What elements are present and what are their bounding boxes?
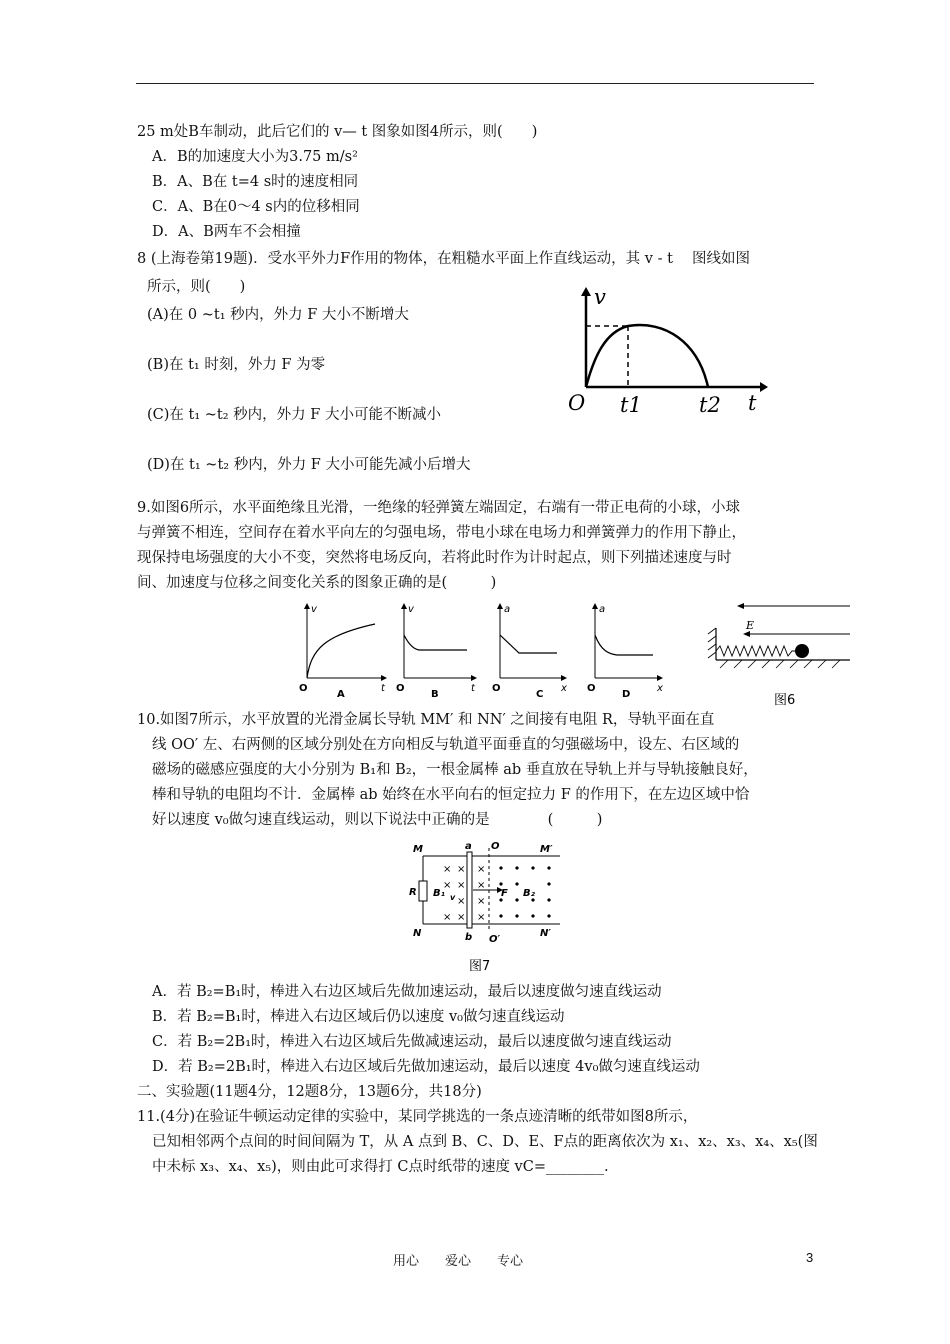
page-number: 3 [806,1250,814,1265]
svg-text:×: × [457,864,466,875]
q9-graph-c-x: x [561,683,567,694]
svg-text:×: × [477,880,486,891]
q7-option-c: C．A、B在0～4 s内的位移相同 [152,199,360,215]
q7-intro: 25 m处B车制动，此后它们的 v— t 图象如图4所示，则( ) [137,124,538,140]
fig7-O: O [491,841,500,852]
q11-line2: 已知相邻两个点间的时间间隔为 T，从 A 点到 B、C、D、E、F点的距离依次为 x₁、x₂、x₃、x₄、x₅(图 [152,1134,818,1150]
fig6-caption: 图6 [774,693,796,708]
q11-line3: 中未标 x₃、x₄、x₅)，则由此可求得打 C点时纸带的速度 vC=________. [152,1159,609,1175]
q7-option-d: D．A、B两车不会相撞 [152,224,301,240]
q9-line2: 与弹簧不相连，空间存在着水平向左的匀强电场，带电小球在电场力和弹簧弹力的作用下静止， [137,525,746,541]
q9-graph-b-label: B [431,689,439,700]
fig6-field-label: E [746,619,755,632]
q9-graph-d-x: x [657,683,663,694]
q9-graph-b-origin: O [396,683,405,694]
q9-line4: 间、加速度与位移之间变化关系的图象正确的是( ) [137,575,497,591]
svg-text:×: × [443,864,452,875]
q8-stem-line2: 所示，则( ) [147,279,246,295]
q9-graph-a-x: t [381,683,385,694]
fig7-B1: B₁ [433,888,446,899]
q7-option-b: B．A、B在 t=4 s时的速度相同 [152,174,359,190]
q9-graph-d-origin: O [587,683,596,694]
q8-option-a: (A)在 0 ~t₁ 秒内，外力 F 大小不断增大 [147,307,409,323]
svg-text:×: × [477,912,486,923]
fig7-caption: 图7 [469,959,491,974]
svg-text:×: × [477,896,486,907]
q8-stem-line1: 8 (上海卷第19题)．受水平外力F作用的物体，在粗糙水平面上作直线运动，其 v - t 图线如图 [137,251,751,267]
q9-graph-b-y: v [408,604,414,615]
q10-line2: 线 OO′ 左、右两侧的区域分别处在方向相反与轨道平面垂直的匀强磁场中，设左、右区域的 [152,737,740,753]
q8-option-b: (B)在 t₁ 时刻，外力 F 为零 [147,357,326,373]
q9-graph-d-label: D [622,689,631,700]
footer-motto: 用心 爱心 专心 [393,1253,524,1268]
q10-option-d: D．若 B₂=2B₁时，棒进入右边区域后先做加速运动，最后以速度 4v₀做匀速直线运动 [152,1059,700,1075]
q9-graph-a-origin: O [299,683,308,694]
q10-line4: 棒和导轨的电阻均不计．金属棒 ab 始终在水平向右的恒定拉力 F 的作用下，在左边区域中恰 [152,787,750,803]
q8-graph-t2: t2 [699,393,721,417]
q11-line1: 11.(4分)在验证牛顿运动定律的实验中，某同学挑选的一条点迹清晰的纸带如图8所示， [137,1109,698,1125]
q8-vt-graph [560,282,770,422]
q8-option-d: (D)在 t₁ ~t₂ 秒内，外力 F 大小可能先减小后增大 [147,457,471,473]
q10-line1: 10.如图7所示，水平放置的光滑金属长导轨 MM′ 和 NN′ 之间接有电阻 R，导轨平面在直 [137,712,715,728]
q9-graph-c-y: a [504,604,511,615]
q9-graph-a-y: v [311,604,317,615]
q10-line3: 磁场的磁感应强度的大小分别为 B₁和 B₂，一根金属棒 ab 垂直放在导轨上并与导轨接触良好， [152,762,758,778]
svg-text:×: × [457,912,466,923]
q10-option-a: A．若 B₂=B₁时，棒进入右边区域后先做加速运动，最后以速度做匀速直线运动 [152,984,662,1000]
q8-graph-origin: O [568,391,586,415]
svg-text:×: × [443,912,452,923]
fig7-M-prime: M′ [540,844,553,855]
svg-text:×: × [457,880,466,891]
fig7-N: N [413,928,422,939]
fig7-B2: B₂ [523,888,536,899]
fig7-F: F [501,888,508,899]
fig7-R: R [409,887,417,898]
q9-line1: 9.如图6所示，水平面绝缘且光滑，一绝缘的轻弹簧左端固定，右端有一带正电荷的小球，小球 [137,500,741,516]
q9-graph-b-x: t [471,683,475,694]
q9-graph-a-label: A [337,689,345,700]
fig7-rails-diagram [405,838,565,978]
section-2-heading: 二、实验题(11题4分，12题8分，13题6分，共18分) [137,1084,482,1100]
svg-text:×: × [443,880,452,891]
fig7-a: a [465,841,472,852]
q9-graph-c-origin: O [492,683,501,694]
q8-option-c: (C)在 t₁ ~t₂ 秒内，外力 F 大小可能不断减小 [147,407,441,423]
q9-graphs [295,603,675,703]
q10-option-c: C．若 B₂=2B₁时，棒进入右边区域后先做减速运动，最后以速度做匀速直线运动 [152,1034,672,1050]
fig7-b: b [465,932,473,943]
q7-option-a: A．B的加速度大小为3.75 m/s² [152,149,358,165]
q8-graph-t-axis: t [748,391,757,415]
q8-graph-v-label: v [594,285,606,309]
fig7-O-prime: O′ [489,934,501,945]
q10-line5: 好以速度 v₀做匀速直线运动，则以下说法中正确的是 ( ) [152,812,603,828]
svg-text:×: × [457,896,466,907]
fig6-spring-diagram [704,598,852,708]
svg-text:×: × [477,864,486,875]
q9-graph-c-label: C [536,689,544,700]
fig7-v: v [450,893,456,902]
q8-graph-t1: t1 [620,393,642,417]
fig7-N-prime: N′ [540,928,552,939]
q9-line3: 现保持电场强度的大小不变，突然将电场反向，若将此时作为计时起点，则下列描述速度与时 [137,550,732,566]
fig7-M: M [413,844,423,855]
q9-graph-d-y: a [599,604,606,615]
q10-option-b: B．若 B₂=B₁时，棒进入右边区域后仍以速度 v₀做匀速直线运动 [152,1009,565,1025]
header-rule [136,83,814,84]
